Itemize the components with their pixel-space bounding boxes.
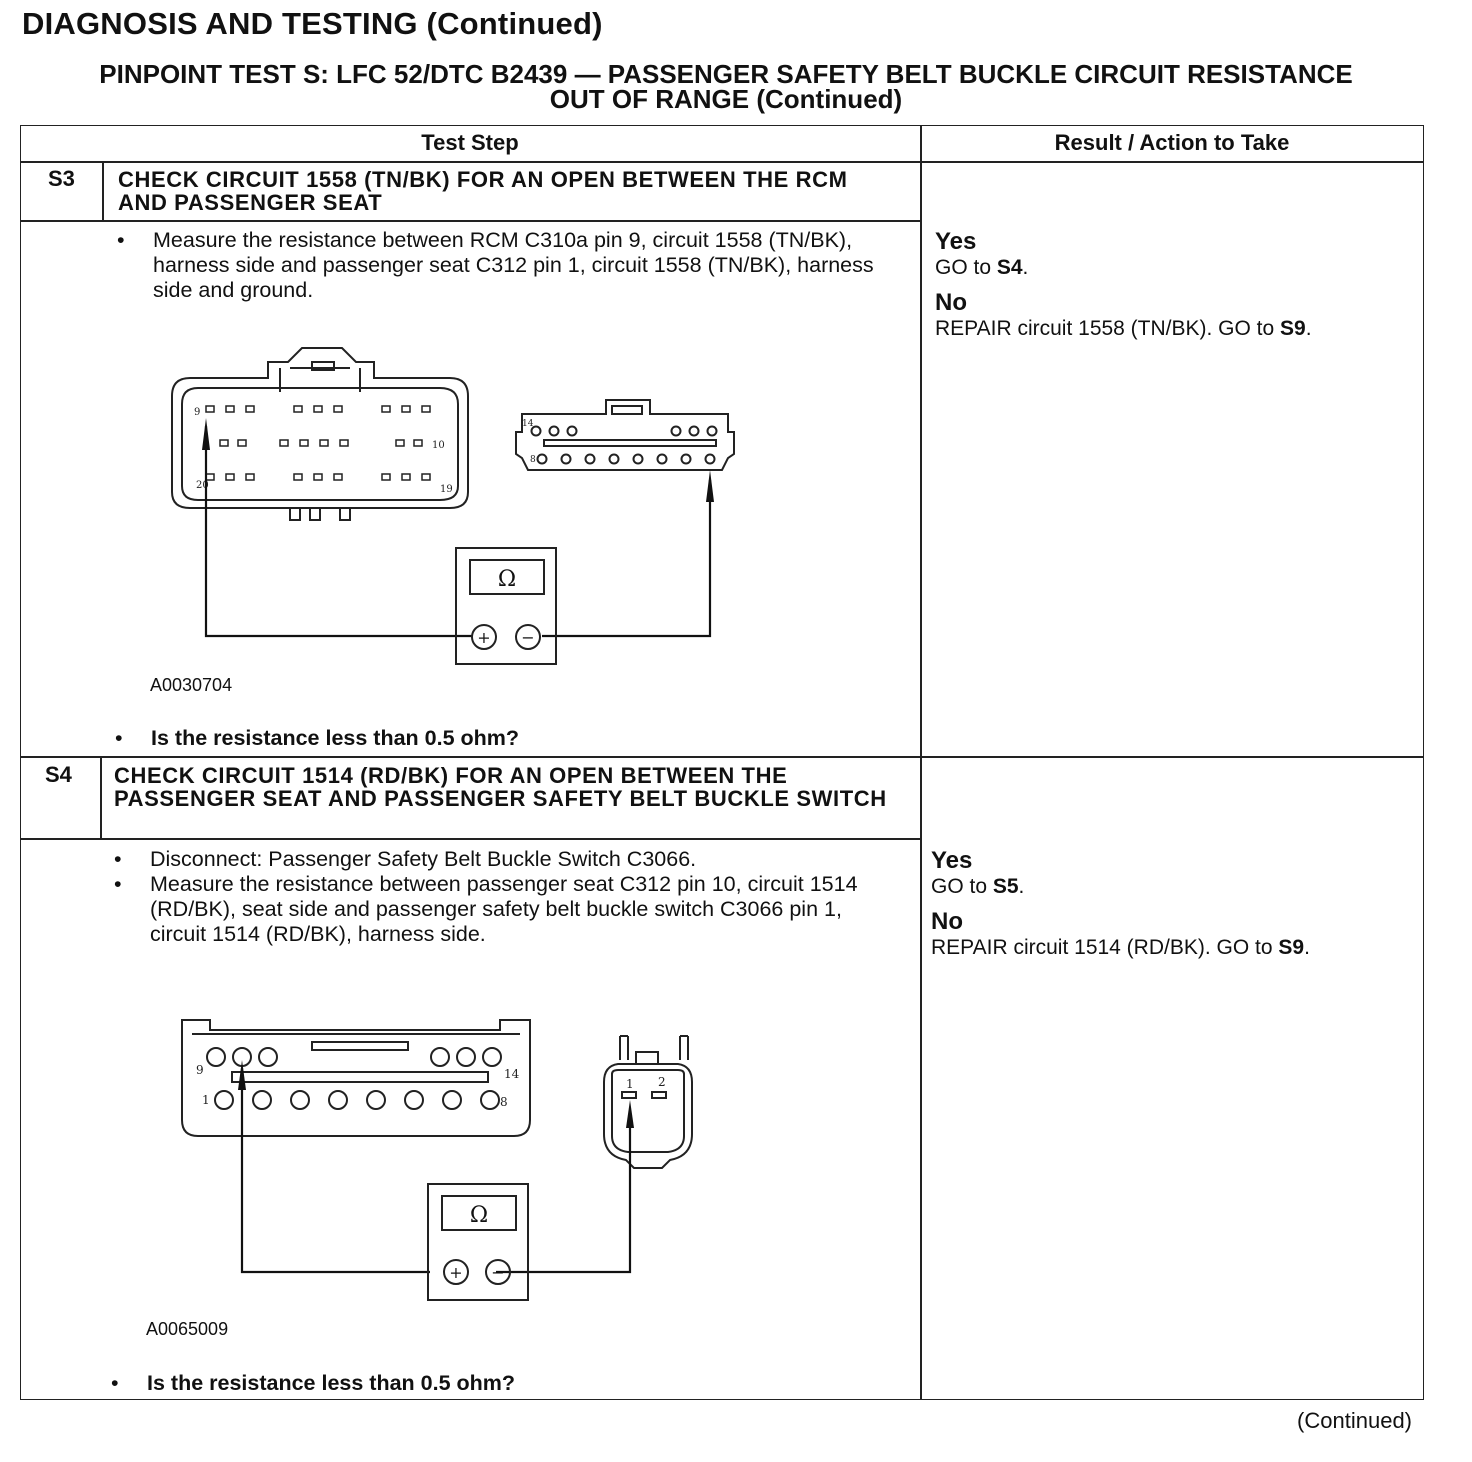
pinpoint-title-line2: OUT OF RANGE (Continued)	[549, 84, 903, 114]
pinpoint-test-title	[20, 59, 1432, 114]
step-s4-yes-target[interactable]: S5	[992, 875, 1019, 898]
header-divider	[20, 161, 1424, 163]
rcm-connector-c310a	[172, 348, 468, 520]
header-test-step: Test Step	[421, 130, 519, 155]
test-leads	[242, 1068, 630, 1272]
c310a-pin-label-9: 9	[194, 407, 201, 418]
step-s4-title-divider	[20, 838, 921, 840]
c310a-pin-label-10: 10	[432, 440, 445, 451]
step-s4-id: S4	[45, 762, 72, 787]
step-s4-instructions	[114, 847, 894, 947]
step-s4-no-label: No	[931, 908, 963, 935]
step-s4-yes-action: GO to S5.	[931, 875, 1025, 898]
ohmmeter	[456, 548, 556, 664]
step-s3-title-divider	[20, 220, 921, 222]
c310a-pin-row-top	[206, 406, 430, 412]
c312-pin-label-9: 9	[196, 1063, 204, 1077]
c310a-pin-row-middle	[220, 440, 422, 446]
c312-pin-label-8: 8	[530, 455, 536, 465]
c312-pin-label-14: 14	[522, 419, 534, 429]
probe-rcm-pin-9	[202, 418, 210, 450]
passenger-seat-connector-c312	[516, 400, 734, 470]
step-s3-result	[935, 228, 1405, 350]
c310a-pin-label-19: 19	[440, 484, 453, 495]
step-divider	[20, 756, 1424, 758]
step-s3-yes-target[interactable]: S4	[996, 256, 1023, 279]
step-s3-question: • Is the resistance less than 0.5 ohm?	[115, 726, 519, 751]
step-s3-title: CHECK CIRCUIT 1558 (TN/BK) FOR AN OPEN BETWEEN THE RCM AND PASSENGER SEAT	[118, 167, 848, 215]
step-s4-no-target[interactable]: S9	[1278, 936, 1305, 959]
ohmmeter	[428, 1184, 528, 1300]
page-title: DIAGNOSIS AND TESTING (Continued)	[22, 6, 603, 41]
step-s4-title: CHECK CIRCUIT 1514 (RD/BK) FOR AN OPEN BETWEEN THE PASSENGER SEAT AND PASSENGER SAFETY BELT BUCKLE SWITCH	[114, 763, 887, 811]
pinpoint-title-line1: PINPOINT TEST S: LFC 52/DTC B2439 — PASSENGER SAFETY BELT BUCKLE CIRCUIT RESISTANCE	[99, 59, 1353, 89]
column-divider	[920, 125, 922, 1400]
step-s3-instructions	[117, 228, 897, 303]
step-s3-id: S3	[48, 166, 75, 191]
c310a-pin-label-20: 20	[196, 480, 209, 491]
c312-pin-label-14: 14	[504, 1067, 520, 1081]
step-s4-no-action: REPAIR circuit 1514 (RD/BK). GO to S9.	[931, 936, 1310, 959]
c312-pin-label-8: 8	[500, 1095, 508, 1109]
step-s4-question: • Is the resistance less than 0.5 ohm?	[111, 1371, 515, 1396]
step-s3-no-label: No	[935, 289, 967, 316]
ohm-symbol: Ω	[469, 1203, 489, 1228]
step-s4-instruction: • Disconnect: Passenger Safety Belt Buckle Switch C3066.	[114, 847, 894, 872]
c3066-pin-label-1: 1	[626, 1077, 634, 1091]
step-s3-diagram	[150, 330, 770, 680]
meter-minus-terminal: −	[521, 628, 535, 647]
step-s4-instruction: • Measure the resistance between passenger seat C312 pin 10, circuit 1514 (RD/BK), seat side and passenger safety belt buckle switch C3066 pin 1, circuit 1514 (RD/BK), harness side.	[114, 872, 894, 947]
meter-plus-terminal: +	[477, 628, 491, 647]
probe-c312-pin-1	[706, 470, 714, 502]
step-s3-no-target[interactable]: S9	[1280, 317, 1306, 340]
continued-footer: (Continued)	[1297, 1408, 1412, 1433]
ohm-symbol: Ω	[497, 567, 517, 592]
step-s4-id-divider	[100, 756, 102, 839]
step-s4-diagram	[170, 1010, 710, 1310]
meter-plus-terminal: +	[449, 1263, 463, 1282]
step-s4-yes-label: Yes	[931, 847, 973, 874]
step-s3-instruction: • Measure the resistance between RCM C310a pin 9, circuit 1558 (TN/BK), harness side and passenger seat C312 pin 1, circuit 1558 (TN/BK), harness side and ground.	[117, 228, 897, 303]
step-s3-id-divider	[102, 161, 104, 221]
c310a-pin-row-bottom	[206, 474, 430, 480]
step-s3-yes-action: GO to S4.	[935, 256, 1029, 279]
buckle-switch-connector-c3066	[604, 1036, 692, 1168]
step-s4-result	[931, 847, 1401, 969]
step-s3-yes-label: Yes	[935, 228, 977, 255]
probe-c3066-pin-1	[626, 1100, 634, 1128]
header-result-action: Result / Action to Take	[1054, 130, 1290, 155]
step-s4-figure-id: A0065009	[146, 1319, 229, 1339]
c3066-pin-label-2: 2	[658, 1075, 666, 1089]
step-s3-figure-id: A0030704	[150, 675, 233, 695]
step-s3-no-action: REPAIR circuit 1558 (TN/BK). GO to S9.	[935, 317, 1312, 340]
meter-minus-terminal: −	[491, 1263, 505, 1282]
passenger-seat-connector-c312	[182, 1020, 530, 1136]
c312-pin-label-1: 1	[202, 1093, 210, 1107]
